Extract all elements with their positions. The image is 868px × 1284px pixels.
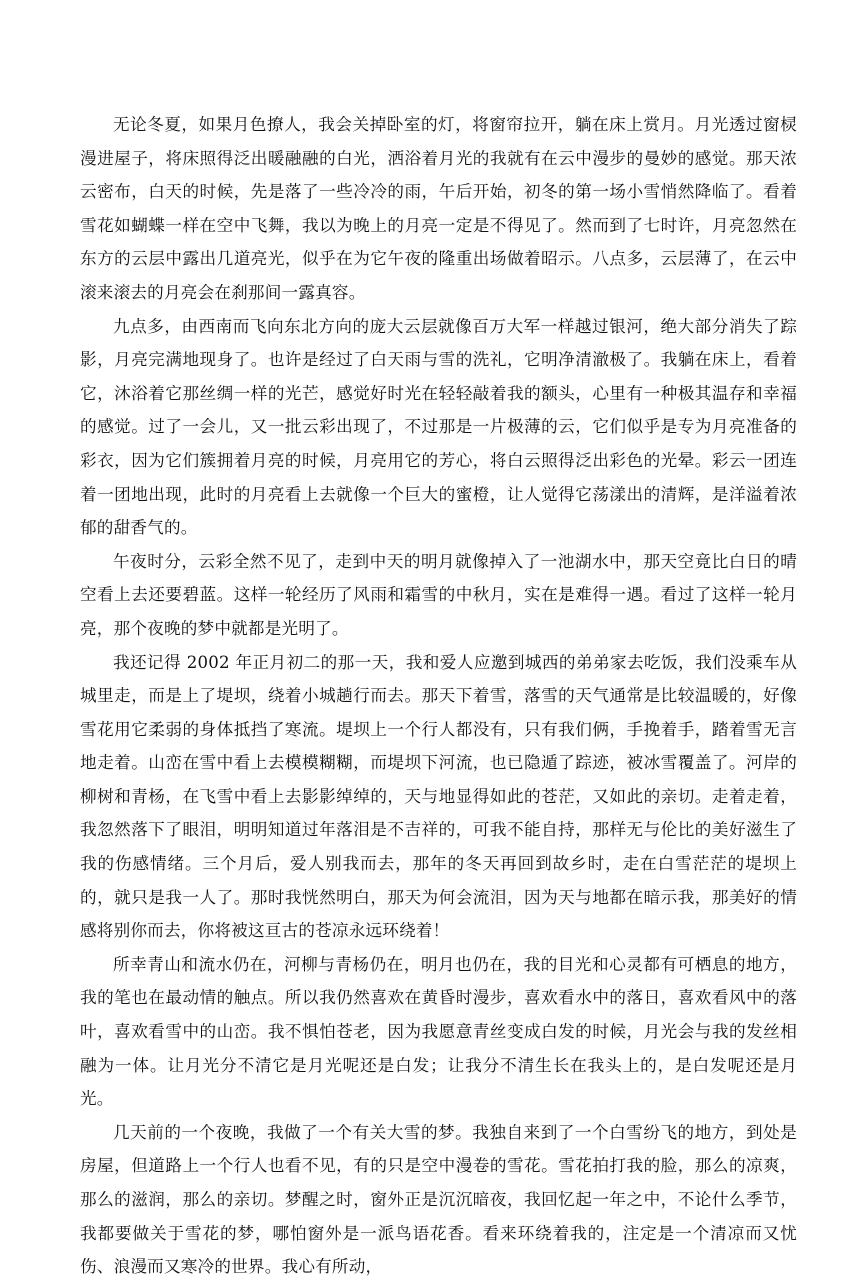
paragraph-5: 所幸青山和流水仍在，河柳与青杨仍在，明月也仍在，我的目光和心灵都有可栖息的地方，我的笔也在最动情的触点。所以我仍然喜欢在黄昏时漫步，喜欢看水中的落日，喜欢看风中的落叶，喜欢看雪中的山峦。我不惧怕苍老，因为我愿意青丝变成白发的时候，月光会与我的发丝相融为一体。让月光分不清它是月光呢还是白发；让我分不清生长在我头上的，是白发呢还是月光。 xyxy=(80,954,797,1109)
paragraph-6: 几天前的一个夜晚，我做了一个有关大雪的梦。我独自来到了一个白雪纷飞的地方，到处是房屋，但道路上一个行人也看不见，有的只是空中漫卷的雪花。雪花拍打我的脸，那么的凉爽，那么的滋润，那么的亲切。梦醒之时，窗外正是沉沉暗夜，我回忆起一年之中，不论什么季节，我都要做关于雪花的梦，哪怕窗外是一派鸟语花香。看来环绕着我的，注定是一个清凉而又忧伤、浪漫而又寒冷的世界。我心有所动， xyxy=(80,1122,797,1277)
paragraph-1: 无论冬夏，如果月色撩人，我会关掉卧室的灯，将窗帘拉开，躺在床上赏月。月光透过窗棂漫进屋子，将床照得泛出暖融融的白光，洒浴着月光的我就有在云中漫步的曼妙的感觉。那天浓云密布，白天的时候，先是落了一些冷冷的雨，午后开始，初冬的第一场小雪悄然降临了。看着雪花如蝴蝶一样在空中飞舞，我以为晚上的月亮一定是不得见了。然而到了七时许，月亮忽然在东方的云层中露出几道亮光，似乎在为它午夜的隆重出场做着昭示。八点多，云层薄了，在云中滚来滚去的月亮会在刹那间一露真容。 xyxy=(80,115,797,302)
paragraph-2: 九点多，由西南而飞向东北方向的庞大云层就像百万大军一样越过银河，绝大部分消失了踪影，月亮完满地现身了。也许是经过了白天雨与雪的洗礼，它明净清澈极了。我躺在床上，看着它，沐浴着它那丝绸一样的光芒，感觉好时光在轻轻敲着我的额头，心里有一种极其温存和幸福的感觉。过了一会儿，又一批云彩出现了，不过那是一片极薄的云，它们似乎是专为月亮准备的彩衣，因为它们簇拥着月亮的时候，月亮用它的芳心，将白云照得泛出彩色的光晕。彩云一团连着一团地出现，此时的月亮看上去就像一个巨大的蜜橙，让人觉得它荡漾出的清辉，是洋溢着浓郁的甜香气的。 xyxy=(80,316,797,538)
paragraph-4: 我还记得 2002 年正月初二的那一天，我和爱人应邀到城西的弟弟家去吃饭，我们没乘车从城里走，而是上了堤坝，绕着小城趟行而去。那天下着雪，落雪的天气通常是比较温暖的，好像雪花用它柔弱的身体抵挡了寒流。堤坝上一个行人都没有，只有我们俩，手挽着手，踏着雪无言地走着。山峦在雪中看上去模模糊糊，而堤坝下河流，也已隐遁了踪迹，被冰雪覆盖了。河岸的柳树和青杨，在飞雪中看上去影影绰绰的，天与地显得如此的苍茫，又如此的亲切。走着走着，我忽然落下了眼泪，明明知道过年落泪是不吉祥的，可我不能自持，那样无与伦比的美好滋生了我的伤感情绪。三个月后，爱人别我而去，那年的冬天再回到故乡时，走在白雪茫茫的堤坝上的，就只是我一人了。那时我恍然明白，那天为何会流泪，因为天与地都在暗示我，那美好的情感将别你而去，你将被这亘古的苍凉永远环绕着！ xyxy=(80,652,797,941)
document-body xyxy=(80,108,797,1284)
paragraph-3: 午夜时分，云彩全然不见了，走到中天的明月就像掉入了一池湖水中，那天空竟比白日的晴空看上去还要碧蓝。这样一轮经历了风雨和霜雪的中秋月，实在是难得一遇。看过了这样一轮月亮，那个夜晚的梦中就都是光明了。 xyxy=(80,551,797,638)
